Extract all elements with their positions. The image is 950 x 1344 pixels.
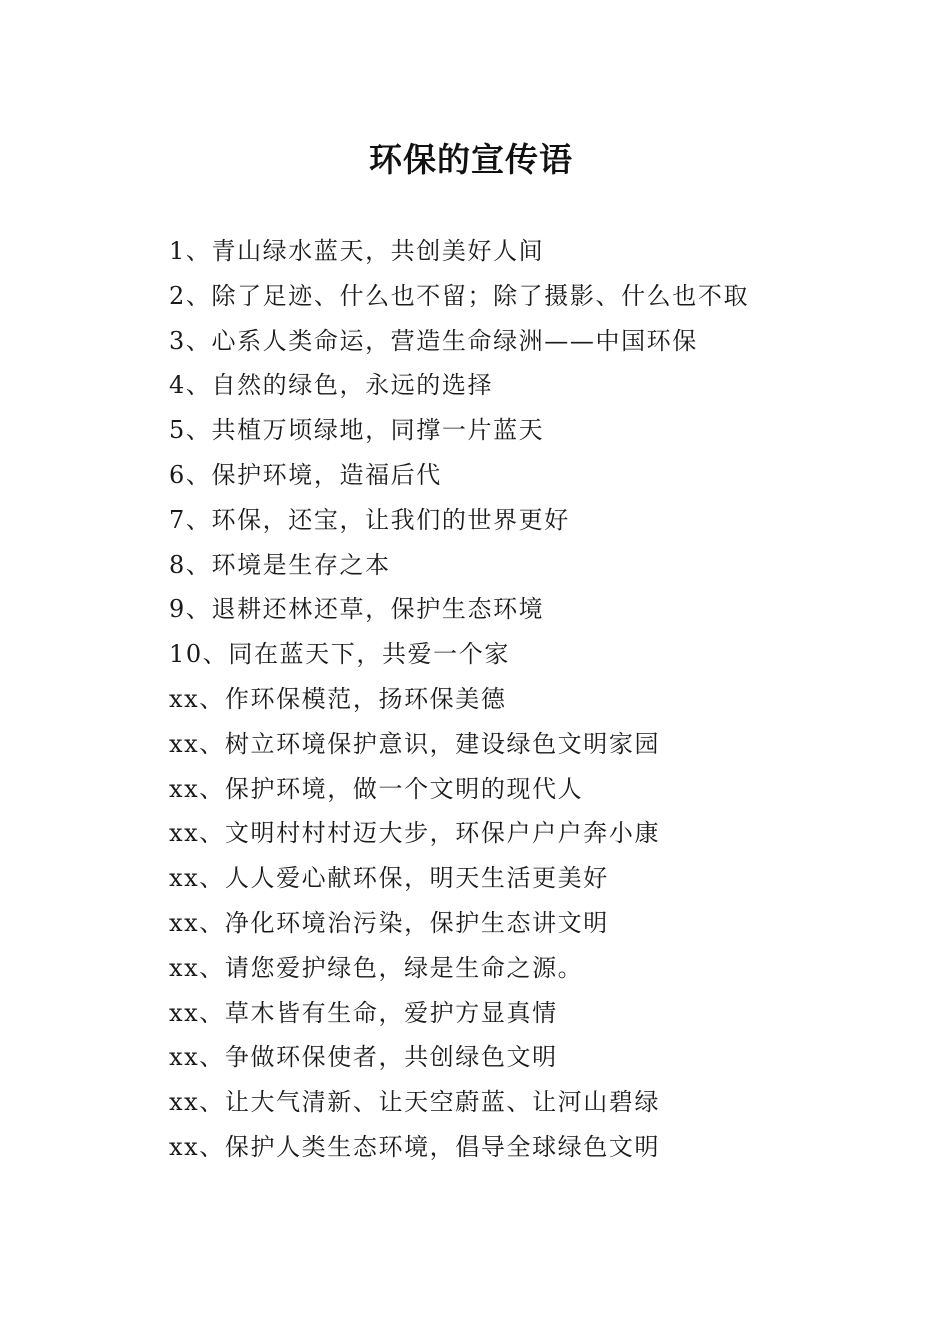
slogan-item: xx、请您爱护绿色，绿是生命之源。 <box>169 953 584 982</box>
slogan-item: 2、除了足迹、什么也不留；除了摄影、什么也不取 <box>169 281 750 310</box>
slogan-item: 6、保护环境，造福后代 <box>169 460 442 489</box>
slogan-item: 4、自然的绿色，永远的选择 <box>169 371 494 400</box>
slogan-item: xx、净化环境治污染，保护生态讲文明 <box>169 908 609 937</box>
slogan-item: 8、环境是生存之本 <box>169 550 391 579</box>
slogan-item: xx、文明村村村迈大步，环保户户户奔小康 <box>169 819 661 848</box>
page-title: 环保的宣传语 <box>369 140 573 179</box>
slogan-item: xx、让大气清新、让天空蔚蓝、让河山碧绿 <box>169 1088 661 1117</box>
slogan-item: 3、心系人类命运，营造生命绿洲——中国环保 <box>169 326 698 355</box>
slogan-item: 10、同在蓝天下，共爱一个家 <box>169 640 510 669</box>
slogan-item: xx、保护人类生态环境，倡导全球绿色文明 <box>169 1132 661 1161</box>
slogan-item: xx、人人爱心献环保，明天生活更美好 <box>169 864 609 893</box>
slogan-item: xx、保护环境，做一个文明的现代人 <box>169 774 584 803</box>
slogan-item: 5、共植万顷绿地，同撑一片蓝天 <box>169 416 545 445</box>
slogan-item: xx、树立环境保护意识，建设绿色文明家园 <box>169 729 661 758</box>
slogan-item: xx、作环保模范，扬环保美德 <box>169 684 507 713</box>
slogan-item: xx、争做环保使者，共创绿色文明 <box>169 1043 558 1072</box>
slogan-item: 1、青山绿水蓝天，共创美好人间 <box>169 237 545 265</box>
slogan-item: 7、环保，还宝，让我们的世界更好 <box>169 505 570 534</box>
slogan-list <box>169 229 889 1170</box>
slogan-item: 9、退耕还林还草，保护生态环境 <box>169 595 545 624</box>
slogan-item: xx、草木皆有生命，爱护方显真情 <box>169 998 558 1027</box>
